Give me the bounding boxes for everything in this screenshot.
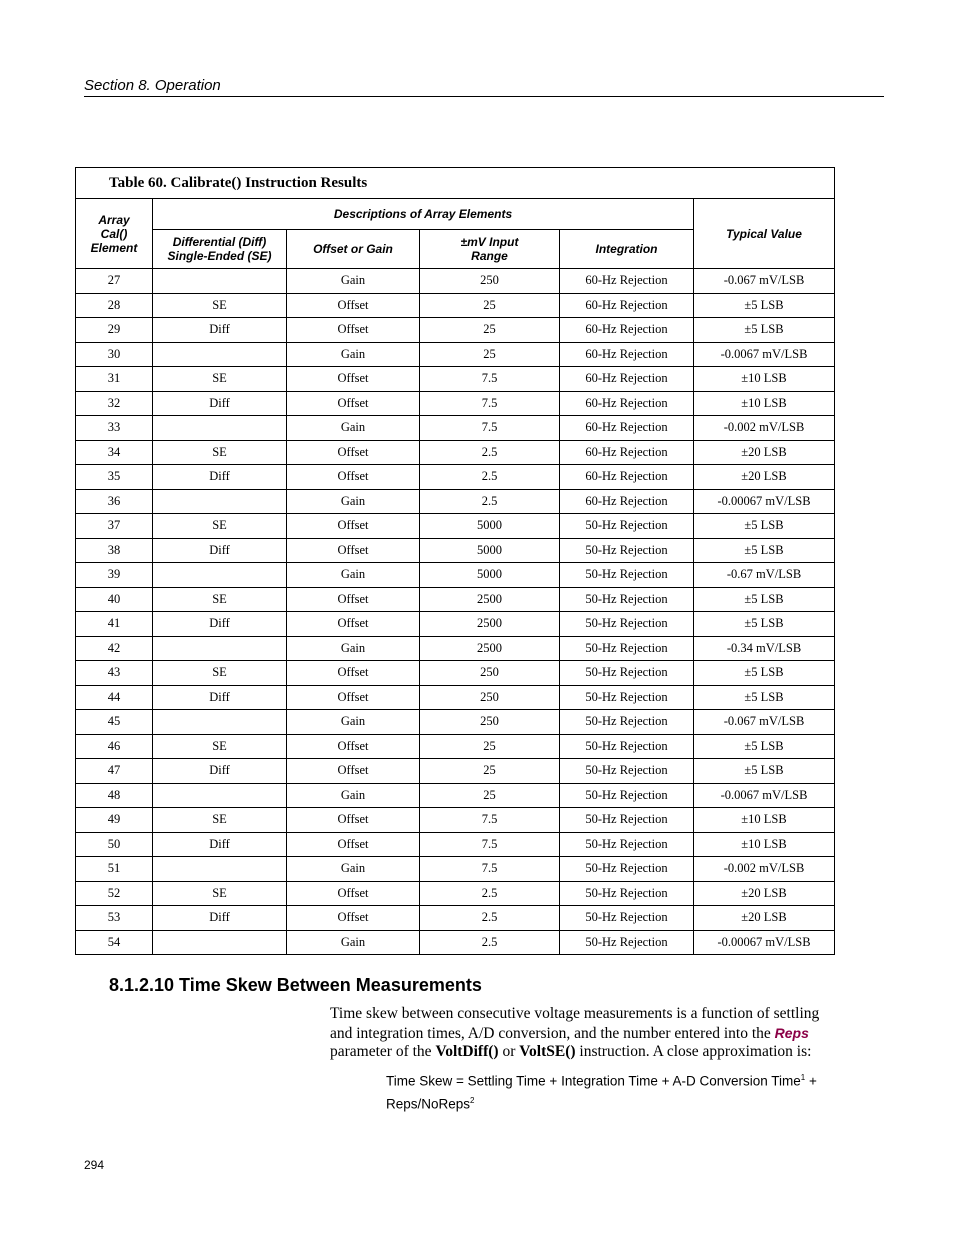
cell-offset-gain: Offset	[287, 612, 420, 637]
table-row	[76, 832, 835, 857]
table-row	[76, 661, 835, 686]
header-typical-value: Typical Value	[694, 199, 835, 269]
cell-typical-value: -0.002 mV/LSB	[694, 857, 835, 882]
cell-offset-gain: Offset	[287, 367, 420, 392]
cell-typical-value: ±5 LSB	[694, 612, 835, 637]
table-row	[76, 489, 835, 514]
cell-offset-gain: Offset	[287, 293, 420, 318]
cell-typical-value: ±10 LSB	[694, 808, 835, 833]
page-number: 294	[84, 1158, 105, 1172]
cell-mv-range: 5000	[420, 563, 560, 588]
cell-offset-gain: Offset	[287, 538, 420, 563]
cell-element: 47	[76, 759, 153, 784]
cell-element: 40	[76, 587, 153, 612]
cell-typical-value: -0.067 mV/LSB	[694, 710, 835, 735]
cell-offset-gain: Offset	[287, 514, 420, 539]
cell-diff-se	[153, 342, 287, 367]
header-offset-gain: Offset or Gain	[287, 230, 420, 269]
cell-integration: 50-Hz Rejection	[560, 661, 694, 686]
cell-integration: 50-Hz Rejection	[560, 930, 694, 955]
table-row	[76, 318, 835, 343]
cell-integration: 50-Hz Rejection	[560, 612, 694, 637]
cell-integration: 50-Hz Rejection	[560, 514, 694, 539]
table-row	[76, 391, 835, 416]
table-row	[76, 465, 835, 490]
cell-integration: 60-Hz Rejection	[560, 391, 694, 416]
cell-diff-se: SE	[153, 808, 287, 833]
cell-offset-gain: Gain	[287, 489, 420, 514]
cell-element: 50	[76, 832, 153, 857]
table-row	[76, 367, 835, 392]
cell-offset-gain: Offset	[287, 587, 420, 612]
cell-integration: 60-Hz Rejection	[560, 416, 694, 441]
cell-integration: 50-Hz Rejection	[560, 587, 694, 612]
cell-element: 36	[76, 489, 153, 514]
cell-typical-value: ±5 LSB	[694, 661, 835, 686]
header-array-element: Array Cal() Element	[76, 199, 153, 269]
cell-element: 31	[76, 367, 153, 392]
cell-mv-range: 2500	[420, 612, 560, 637]
cell-integration: 50-Hz Rejection	[560, 906, 694, 931]
table-row	[76, 538, 835, 563]
cell-integration: 50-Hz Rejection	[560, 685, 694, 710]
cell-element: 33	[76, 416, 153, 441]
cell-integration: 60-Hz Rejection	[560, 489, 694, 514]
cell-typical-value: ±10 LSB	[694, 832, 835, 857]
cell-element: 30	[76, 342, 153, 367]
cell-integration: 60-Hz Rejection	[560, 293, 694, 318]
cell-typical-value: ±5 LSB	[694, 318, 835, 343]
voltse-instruction: VoltSE()	[519, 1043, 576, 1060]
time-skew-formula: Time Skew = Settling Time + Integration Time + A-D Conversion Time$^1$ + Reps/NoReps$^2$	[386, 1073, 817, 1111]
table-row	[76, 857, 835, 882]
cell-typical-value: -0.0067 mV/LSB	[694, 783, 835, 808]
header-diff-se: Differential (Diff) Single-Ended (SE)	[153, 230, 287, 269]
cell-mv-range: 7.5	[420, 367, 560, 392]
cell-diff-se: Diff	[153, 612, 287, 637]
cell-typical-value: -0.67 mV/LSB	[694, 563, 835, 588]
cell-element: 28	[76, 293, 153, 318]
cell-mv-range: 5000	[420, 538, 560, 563]
table-row	[76, 808, 835, 833]
table-row	[76, 783, 835, 808]
cell-diff-se	[153, 636, 287, 661]
cell-offset-gain: Gain	[287, 783, 420, 808]
cell-mv-range: 250	[420, 685, 560, 710]
cell-mv-range: 250	[420, 661, 560, 686]
cell-integration: 60-Hz Rejection	[560, 269, 694, 294]
table-row	[76, 734, 835, 759]
cell-mv-range: 25	[420, 734, 560, 759]
cell-integration: 50-Hz Rejection	[560, 734, 694, 759]
cell-offset-gain: Offset	[287, 734, 420, 759]
cell-offset-gain: Gain	[287, 857, 420, 882]
cell-mv-range: 7.5	[420, 857, 560, 882]
cell-diff-se: SE	[153, 514, 287, 539]
cell-element: 52	[76, 881, 153, 906]
cell-diff-se: Diff	[153, 465, 287, 490]
cell-mv-range: 2.5	[420, 489, 560, 514]
cell-element: 34	[76, 440, 153, 465]
cell-element: 38	[76, 538, 153, 563]
reps-parameter: Reps	[774, 1024, 809, 1041]
cell-element: 32	[76, 391, 153, 416]
cell-typical-value: ±5 LSB	[694, 293, 835, 318]
cell-diff-se: SE	[153, 661, 287, 686]
cell-offset-gain: Offset	[287, 832, 420, 857]
cell-typical-value: ±20 LSB	[694, 881, 835, 906]
cell-diff-se: Diff	[153, 318, 287, 343]
cell-typical-value: ±5 LSB	[694, 734, 835, 759]
cell-integration: 60-Hz Rejection	[560, 440, 694, 465]
cell-mv-range: 250	[420, 269, 560, 294]
cell-typical-value: ±20 LSB	[694, 440, 835, 465]
table-row	[76, 930, 835, 955]
table-row	[76, 416, 835, 441]
cell-offset-gain: Gain	[287, 269, 420, 294]
cell-mv-range: 5000	[420, 514, 560, 539]
section-header: Section 8. Operation	[84, 77, 221, 94]
cell-integration: 50-Hz Rejection	[560, 808, 694, 833]
body-paragraph: Time skew between consecutive voltage measurements is a function of settling and integration times, A/D conversion, and the number entered into the Reps parameter of the VoltDiff() or VoltSE() instruction. A close approximation is:	[330, 1005, 820, 1060]
cell-mv-range: 2.5	[420, 465, 560, 490]
cell-typical-value: -0.00067 mV/LSB	[694, 489, 835, 514]
cell-typical-value: ±5 LSB	[694, 759, 835, 784]
table-row	[76, 440, 835, 465]
cell-integration: 60-Hz Rejection	[560, 318, 694, 343]
cell-element: 43	[76, 661, 153, 686]
voltdiff-instruction: VoltDiff()	[435, 1043, 499, 1060]
cell-element: 44	[76, 685, 153, 710]
cell-element: 54	[76, 930, 153, 955]
cell-diff-se	[153, 416, 287, 441]
cell-typical-value: -0.34 mV/LSB	[694, 636, 835, 661]
cell-mv-range: 25	[420, 293, 560, 318]
cell-offset-gain: Offset	[287, 759, 420, 784]
header-mv-range: ±mV Input Range	[420, 230, 560, 269]
cell-diff-se: Diff	[153, 906, 287, 931]
cell-mv-range: 25	[420, 759, 560, 784]
cell-diff-se	[153, 269, 287, 294]
cell-typical-value: ±5 LSB	[694, 587, 835, 612]
cell-diff-se	[153, 930, 287, 955]
cell-integration: 60-Hz Rejection	[560, 367, 694, 392]
cell-element: 45	[76, 710, 153, 735]
cell-offset-gain: Gain	[287, 416, 420, 441]
cell-typical-value: ±10 LSB	[694, 391, 835, 416]
cell-offset-gain: Offset	[287, 881, 420, 906]
cell-integration: 50-Hz Rejection	[560, 881, 694, 906]
cell-mv-range: 2.5	[420, 930, 560, 955]
cell-element: 35	[76, 465, 153, 490]
cell-element: 39	[76, 563, 153, 588]
table-row	[76, 636, 835, 661]
cell-element: 49	[76, 808, 153, 833]
cell-diff-se	[153, 710, 287, 735]
table-row	[76, 269, 835, 294]
cell-offset-gain: Offset	[287, 685, 420, 710]
section-heading: 8.1.2.10 Time Skew Between Measurements	[109, 975, 482, 995]
table-row	[76, 514, 835, 539]
cell-typical-value: -0.0067 mV/LSB	[694, 342, 835, 367]
cell-mv-range: 7.5	[420, 808, 560, 833]
cell-diff-se: SE	[153, 367, 287, 392]
table-row	[76, 293, 835, 318]
cell-diff-se	[153, 857, 287, 882]
table-row	[76, 612, 835, 637]
cell-mv-range: 25	[420, 783, 560, 808]
cell-diff-se: Diff	[153, 391, 287, 416]
cell-mv-range: 7.5	[420, 391, 560, 416]
cell-diff-se: SE	[153, 587, 287, 612]
cell-typical-value: -0.067 mV/LSB	[694, 269, 835, 294]
cell-offset-gain: Offset	[287, 318, 420, 343]
cell-diff-se	[153, 783, 287, 808]
table-row	[76, 342, 835, 367]
cell-diff-se: SE	[153, 293, 287, 318]
cell-typical-value: ±20 LSB	[694, 465, 835, 490]
cell-mv-range: 2500	[420, 636, 560, 661]
cell-mv-range: 25	[420, 318, 560, 343]
cell-mv-range: 2.5	[420, 440, 560, 465]
cell-offset-gain: Offset	[287, 465, 420, 490]
cell-integration: 50-Hz Rejection	[560, 563, 694, 588]
cell-diff-se: Diff	[153, 685, 287, 710]
cell-offset-gain: Offset	[287, 391, 420, 416]
cell-element: 41	[76, 612, 153, 637]
cell-element: 37	[76, 514, 153, 539]
cell-diff-se: Diff	[153, 832, 287, 857]
cell-diff-se	[153, 563, 287, 588]
cell-integration: 50-Hz Rejection	[560, 636, 694, 661]
cell-integration: 50-Hz Rejection	[560, 710, 694, 735]
cell-integration: 60-Hz Rejection	[560, 465, 694, 490]
cell-element: 29	[76, 318, 153, 343]
header-rule	[84, 96, 884, 97]
cell-integration: 50-Hz Rejection	[560, 759, 694, 784]
cell-offset-gain: Offset	[287, 906, 420, 931]
cell-offset-gain: Gain	[287, 342, 420, 367]
header-descriptions: Descriptions of Array Elements	[153, 199, 694, 230]
cell-element: 53	[76, 906, 153, 931]
cell-diff-se: SE	[153, 440, 287, 465]
cell-mv-range: 250	[420, 710, 560, 735]
table-row	[76, 685, 835, 710]
cell-typical-value: ±10 LSB	[694, 367, 835, 392]
cell-offset-gain: Gain	[287, 636, 420, 661]
cell-offset-gain: Gain	[287, 930, 420, 955]
cell-typical-value: -0.00067 mV/LSB	[694, 930, 835, 955]
cell-element: 46	[76, 734, 153, 759]
cell-diff-se	[153, 489, 287, 514]
cell-offset-gain: Offset	[287, 661, 420, 686]
cell-offset-gain: Offset	[287, 808, 420, 833]
cell-mv-range: 25	[420, 342, 560, 367]
cell-integration: 50-Hz Rejection	[560, 857, 694, 882]
table-row	[76, 906, 835, 931]
cell-mv-range: 7.5	[420, 416, 560, 441]
cell-mv-range: 2.5	[420, 906, 560, 931]
cell-typical-value: ±5 LSB	[694, 685, 835, 710]
cell-element: 42	[76, 636, 153, 661]
header-integration: Integration	[560, 230, 694, 269]
cell-mv-range: 7.5	[420, 832, 560, 857]
cell-integration: 50-Hz Rejection	[560, 832, 694, 857]
cell-offset-gain: Gain	[287, 710, 420, 735]
cell-typical-value: -0.002 mV/LSB	[694, 416, 835, 441]
calibrate-results-table	[75, 167, 835, 955]
cell-diff-se: SE	[153, 881, 287, 906]
cell-offset-gain: Offset	[287, 440, 420, 465]
table-row	[76, 587, 835, 612]
table-caption: Table 60. Calibrate() Instruction Results	[76, 168, 835, 199]
cell-mv-range: 2.5	[420, 881, 560, 906]
table-body	[76, 269, 835, 955]
table-row	[76, 759, 835, 784]
cell-integration: 50-Hz Rejection	[560, 783, 694, 808]
cell-typical-value: ±20 LSB	[694, 906, 835, 931]
table-row	[76, 710, 835, 735]
cell-offset-gain: Gain	[287, 563, 420, 588]
cell-diff-se: Diff	[153, 759, 287, 784]
cell-element: 48	[76, 783, 153, 808]
cell-typical-value: ±5 LSB	[694, 538, 835, 563]
table-row	[76, 563, 835, 588]
cell-integration: 60-Hz Rejection	[560, 342, 694, 367]
cell-element: 51	[76, 857, 153, 882]
cell-diff-se: Diff	[153, 538, 287, 563]
table-row	[76, 881, 835, 906]
cell-mv-range: 2500	[420, 587, 560, 612]
cell-integration: 50-Hz Rejection	[560, 538, 694, 563]
cell-typical-value: ±5 LSB	[694, 514, 835, 539]
cell-element: 27	[76, 269, 153, 294]
cell-diff-se: SE	[153, 734, 287, 759]
